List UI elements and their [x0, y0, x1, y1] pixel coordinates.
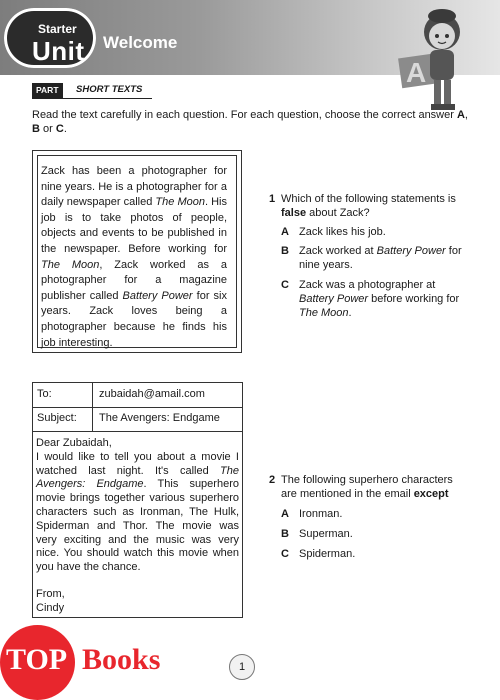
stem-bold: except — [413, 488, 449, 500]
instructions-end: . — [63, 123, 67, 135]
topbooks-logo — [0, 625, 200, 700]
email-column-divider — [92, 383, 93, 431]
unit-title: Welcome — [103, 33, 178, 52]
option-letter: A — [281, 508, 289, 520]
instructions-comma: , — [464, 109, 468, 121]
option-text — [299, 278, 471, 320]
instructions-or: or — [39, 123, 56, 135]
passage-text: , Zack worked as a photographer for a magazine publisher called — [41, 258, 227, 302]
option-text — [299, 244, 471, 272]
option-text-italic: Battery Power — [299, 293, 369, 305]
mascot-illustration — [398, 4, 478, 116]
option-text: Zack likes his job. — [299, 226, 386, 238]
question-1 — [269, 192, 474, 332]
page-number: 1 — [229, 654, 255, 680]
unit-badge-small-text: Starter — [38, 22, 77, 36]
instructions-option-c: C — [55, 123, 64, 135]
stem-text: The following superhero characters are mentioned in the email — [281, 474, 453, 500]
option-text-part: Zack was a photographer at — [299, 279, 436, 291]
email-italic: The Avengers: Endgame — [36, 464, 239, 491]
email-paragraph — [36, 451, 239, 575]
email-to-value: zubaidah@amail.com — [99, 388, 205, 400]
instructions-text: Read the text carefully in each question. For each question, choose the correct answer — [32, 109, 457, 121]
part-label: PART I — [32, 83, 63, 98]
option-text-part: . — [348, 307, 352, 319]
option-text-part: Zack worked at — [299, 245, 377, 257]
question-stem — [281, 192, 471, 220]
email-text: . This superhero movie brings together various superhero characters such as Ironman, The Hulk, Spiderman and Thor. The movie was very exciting and the music was very nice. You should watch this movie when you have the chance. — [36, 478, 239, 574]
unit-badge — [4, 8, 96, 68]
option-text: Superman. — [299, 528, 353, 540]
option-text-italic: Battery Power — [376, 245, 446, 257]
option-letter: B — [281, 245, 289, 257]
email-subject-label: Subject: — [37, 412, 77, 424]
logo-books-text: Books — [82, 643, 161, 676]
email-subject-value: The Avengers: Endgame — [99, 412, 220, 424]
option-text-part: for nine years. — [299, 245, 462, 271]
email-spacer — [36, 575, 239, 588]
option-text-part: before working for — [368, 293, 460, 305]
svg-text:A: A — [406, 57, 427, 88]
stem-text: Which of the following statements is — [281, 193, 456, 205]
instructions-option-b: B — [32, 123, 40, 135]
passage-italic: The Moon — [155, 196, 205, 209]
option-letter: B — [281, 528, 289, 540]
unit-badge-big-text: Unit — [32, 36, 85, 66]
option-text: Ironman. — [299, 508, 343, 520]
passage-italic: Battery Power — [122, 289, 193, 302]
logo-top-text: TOP — [6, 643, 68, 676]
option-letter: C — [281, 279, 289, 291]
email-text: I would like to tell you about a movie I watched last night. It's called — [36, 450, 239, 477]
passage-zack — [41, 164, 227, 351]
page-header — [0, 0, 500, 88]
part-underline — [32, 98, 152, 99]
option-letter: A — [281, 226, 289, 238]
option-letter: C — [281, 548, 289, 560]
passage-italic: The Moon — [41, 258, 100, 271]
option-text: Spiderman. — [299, 548, 356, 560]
email-greeting: Dear Zubaidah, — [36, 437, 112, 449]
email-closing: From, — [36, 587, 65, 600]
email-sender: Cindy — [36, 601, 65, 614]
question-stem — [281, 473, 471, 501]
question-number: 1 — [269, 193, 276, 205]
passage-text: Zack has been a photographer for nine years. He is a photographer for a daily newspaper called — [41, 165, 227, 209]
passage-text: for six years. Zack loves being a photographer because he finds his job interesting. — [41, 289, 227, 349]
email-subject-row — [33, 407, 242, 432]
email-body — [36, 437, 239, 616]
question-2 — [269, 473, 474, 573]
instructions — [32, 108, 472, 136]
email-to-label: To: — [37, 388, 52, 400]
email-box — [32, 382, 243, 618]
email-to-row — [33, 383, 242, 408]
text-box-1 — [32, 150, 242, 353]
passage-text: . His job is to take photos of people, objects and events to be published in the newspaper. Before working for — [41, 196, 228, 255]
question-number: 2 — [269, 474, 276, 486]
option-text-italic: The Moon — [299, 307, 349, 319]
stem-text: about Zack? — [306, 207, 370, 219]
part-title: SHORT TEXTS — [76, 84, 143, 95]
instructions-option-a: A — [456, 109, 465, 121]
stem-bold: false — [281, 207, 307, 219]
